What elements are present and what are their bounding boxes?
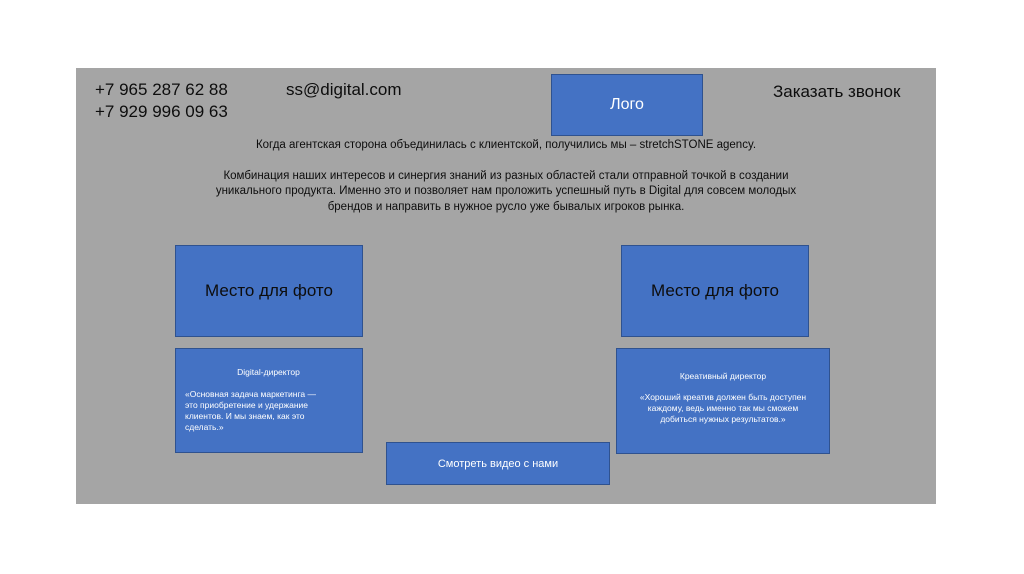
intro-line: Когда агентская сторона объединилась с клиентской, получились мы – stretchSTONE agency. — [255, 139, 757, 151]
logo-placeholder[interactable] — [551, 74, 703, 136]
slide — [76, 68, 936, 504]
quote-line: это приобретение и удержание — [185, 400, 309, 410]
intro-paragraph-line: Комбинация наших интересов и синергия знаний из разных областей стали отправной точкой в создании — [223, 169, 789, 182]
quote-line: сделать.» — [185, 422, 224, 432]
quote-line: каждому, ведь именно так мы сможем — [647, 403, 799, 413]
phone-number-1[interactable]: +7 965 287 62 88 — [95, 80, 228, 99]
photo-placeholder-left — [175, 245, 363, 337]
watch-video-button[interactable] — [386, 442, 610, 485]
quote-line: клиентов. И мы знаем, как это — [185, 411, 305, 421]
role-title: Digital-директор — [237, 367, 300, 377]
intro-paragraph-line: брендов и направить в нужное русло уже бывалых игроков рынка. — [327, 200, 685, 213]
phone-list — [95, 79, 228, 123]
watch-video-label: Смотреть видео с нами — [437, 457, 559, 470]
quote-line: «Хороший креатив должен быть доступен — [639, 392, 807, 402]
email-link[interactable]: ss@digital.com — [286, 80, 402, 99]
order-callback-link[interactable]: Заказать звонок — [773, 82, 901, 101]
quote-line: «Основная задача маркетинга — — [185, 389, 316, 399]
quote-line: добиться нужных результатов.» — [660, 414, 786, 424]
team-card-creative-director — [616, 348, 830, 454]
team-card-digital-director — [175, 348, 363, 453]
phone-number-2[interactable]: +7 929 996 09 63 — [95, 102, 228, 121]
intro-text — [186, 138, 826, 215]
photo-label: Место для фото — [205, 281, 333, 300]
role-title: Креативный директор — [679, 371, 767, 381]
intro-paragraph-line: уникального продукта. Именно это и позволяет нам проложить успешный путь в Digital для совсем молодых — [215, 185, 797, 197]
logo-label: Лого — [610, 96, 644, 113]
photo-placeholder-right — [621, 245, 809, 337]
photo-label: Место для фото — [651, 281, 779, 300]
